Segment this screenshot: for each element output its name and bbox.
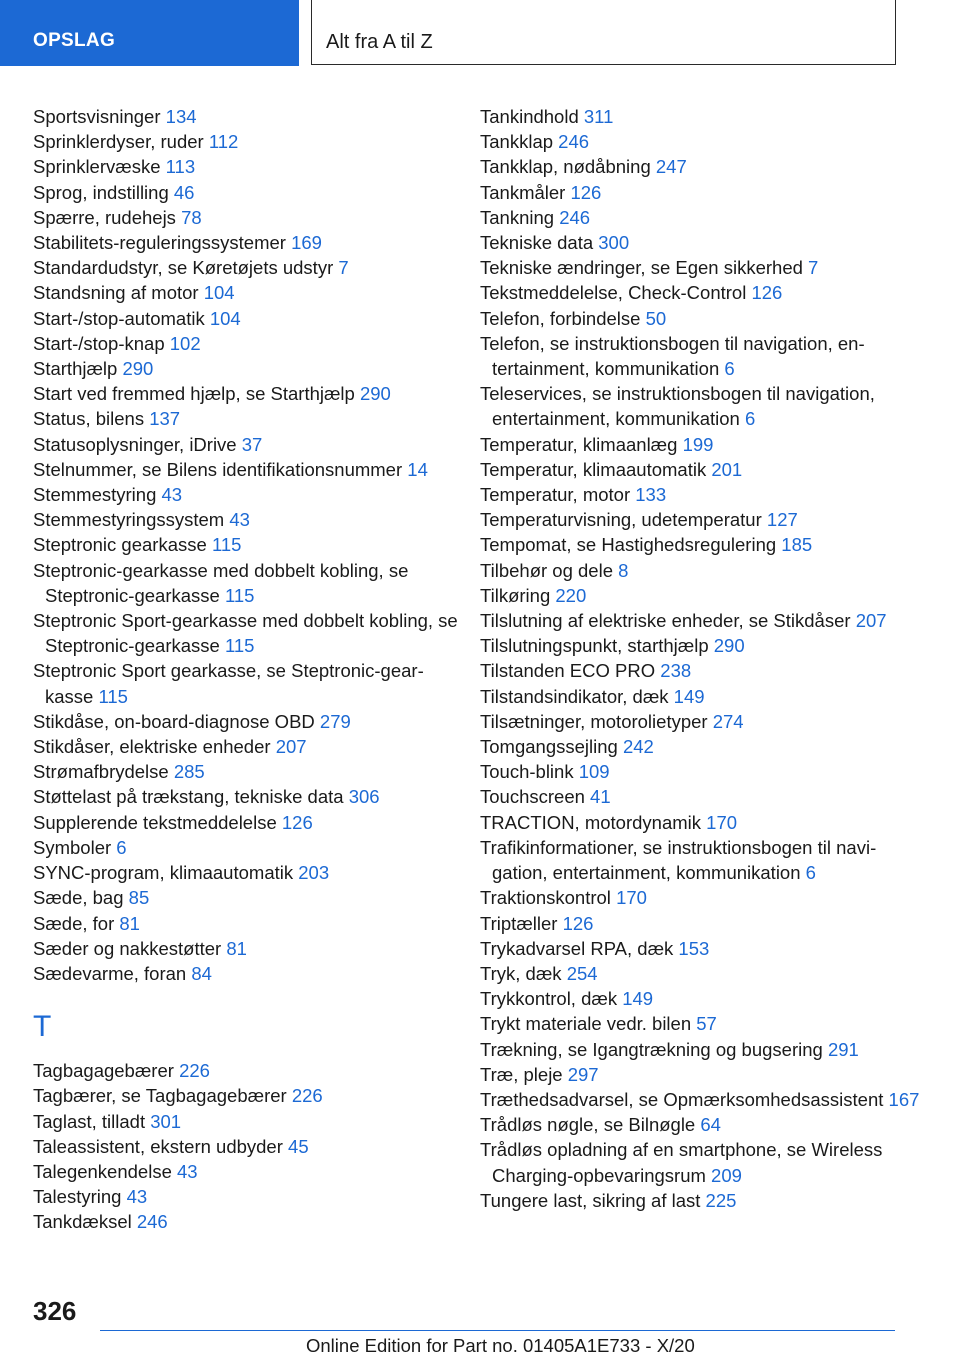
index-entry bbox=[33, 331, 463, 356]
index-entry-term: Tankklap, nødåbning bbox=[480, 156, 656, 178]
index-entry bbox=[480, 255, 920, 280]
page-link[interactable]: 37 bbox=[241, 433, 263, 455]
page-link[interactable]: 290 bbox=[713, 635, 745, 657]
index-entry bbox=[480, 1011, 920, 1036]
index-entry bbox=[33, 356, 463, 381]
index-entry-term: Stelnummer, se Bilens identifikationsnummer bbox=[33, 458, 408, 480]
index-entry bbox=[480, 558, 920, 583]
section-tab: OPSLAG bbox=[0, 0, 299, 66]
index-entry-term: Temperatur, klimaautomatik bbox=[480, 458, 712, 480]
index-entry bbox=[480, 306, 920, 331]
page-link[interactable]: 290 bbox=[359, 383, 391, 405]
index-entry-term: Stikdåser, elektriske enheder bbox=[33, 736, 276, 758]
index-entry bbox=[480, 608, 920, 633]
index-entry bbox=[480, 961, 920, 986]
page-link[interactable]: 8 bbox=[618, 559, 629, 581]
page-link[interactable]: 43 bbox=[161, 484, 183, 506]
page-link[interactable]: 290 bbox=[122, 358, 154, 380]
page-link[interactable]: 7 bbox=[338, 257, 349, 279]
index-entry-term: Strømafbrydelse bbox=[33, 761, 174, 783]
page-link[interactable]: 274 bbox=[712, 710, 744, 732]
index-entry-term: Trykadvarsel RPA, dæk bbox=[480, 937, 679, 959]
page-link[interactable]: 300 bbox=[598, 232, 630, 254]
index-entry-term: Støttelast på trækstang, tekniske data bbox=[33, 786, 349, 808]
page-link[interactable]: 126 bbox=[562, 912, 594, 934]
index-entry bbox=[480, 205, 920, 230]
page-link[interactable]: 57 bbox=[696, 1013, 717, 1035]
page-link[interactable]: 199 bbox=[682, 433, 714, 455]
index-entry-term: Spærre, rudehejs bbox=[33, 206, 182, 228]
index-entry bbox=[33, 608, 463, 658]
page-link[interactable]: 81 bbox=[226, 937, 247, 959]
index-entry-term: Tagbærer, se Tagbagagebærer bbox=[33, 1085, 292, 1107]
index-entry-term: Tagbagagebærer bbox=[33, 1060, 180, 1082]
index-entry bbox=[33, 255, 463, 280]
page-link[interactable]: 185 bbox=[781, 534, 813, 556]
index-entry bbox=[480, 381, 920, 431]
index-entry bbox=[33, 129, 463, 154]
index-entry bbox=[480, 658, 920, 683]
index-entry bbox=[33, 482, 463, 507]
index-entry-term: Tankklap bbox=[480, 131, 559, 153]
index-entry-term: Start-/stop-knap bbox=[33, 332, 170, 354]
index-entry-term: Tungere last, sikring af last bbox=[480, 1189, 706, 1211]
index-entry-term: Temperatur, motor bbox=[480, 484, 636, 506]
index-entry bbox=[480, 684, 920, 709]
page-link[interactable]: 246 bbox=[136, 1211, 168, 1233]
page-link[interactable]: 203 bbox=[298, 862, 330, 884]
index-entry bbox=[33, 205, 463, 230]
index-entry bbox=[480, 532, 920, 557]
page-link[interactable]: 279 bbox=[319, 710, 351, 732]
page-link[interactable]: 301 bbox=[150, 1110, 182, 1132]
page-link[interactable]: 238 bbox=[660, 660, 692, 682]
index-entry bbox=[33, 860, 463, 885]
page-link[interactable]: 6 bbox=[116, 836, 127, 858]
header-title: Alt fra A til Z bbox=[311, 0, 896, 65]
index-entry bbox=[480, 734, 920, 759]
index-entry bbox=[480, 1188, 920, 1213]
page-link[interactable]: 291 bbox=[827, 1038, 859, 1060]
index-entry-term: Tomgangssejling bbox=[480, 736, 623, 758]
page-link[interactable]: 126 bbox=[751, 282, 783, 304]
index-entry-term: Traktionskontrol bbox=[480, 887, 617, 909]
page-number: 326 bbox=[33, 1296, 77, 1326]
footer-edition: Online Edition for Part no. 01405A1E733 - X/20 bbox=[306, 1335, 695, 1356]
index-entry bbox=[480, 583, 920, 608]
index-entry bbox=[33, 1134, 463, 1159]
index-entry bbox=[33, 1083, 463, 1108]
page-link[interactable]: 149 bbox=[622, 988, 654, 1010]
index-entry bbox=[33, 381, 463, 406]
page-link[interactable]: 207 bbox=[275, 736, 307, 758]
index-entry bbox=[480, 835, 920, 885]
page-link[interactable]: 115 bbox=[98, 685, 128, 707]
index-entry bbox=[33, 306, 463, 331]
page-link[interactable]: 220 bbox=[555, 584, 587, 606]
index-entry-term: Touchscreen bbox=[480, 786, 591, 808]
index-entry bbox=[480, 709, 920, 734]
index-entry-term: Tilslutningspunkt, starthjælp bbox=[480, 635, 714, 657]
index-entry bbox=[33, 709, 463, 734]
index-entry bbox=[33, 734, 463, 759]
index-entry-term: Tilkøring bbox=[480, 584, 556, 606]
index-entry-term: Tankning bbox=[480, 206, 560, 228]
index-entry bbox=[33, 432, 463, 457]
index-entry-term: Trådløs opladning af en smartphone, se Wireless Charging-opbevaringsrum bbox=[480, 1139, 883, 1186]
index-entry-term: Tekstmeddelelse, Check-Control bbox=[480, 282, 752, 304]
index-entry bbox=[33, 180, 463, 205]
page-link[interactable]: 109 bbox=[578, 761, 610, 783]
page-link[interactable]: 6 bbox=[744, 408, 756, 430]
index-entry-term: Tryk, dæk bbox=[480, 962, 567, 984]
index-entry bbox=[33, 507, 463, 532]
index-entry bbox=[480, 129, 920, 154]
index-entry bbox=[480, 1137, 920, 1187]
index-entry-term: Stikdåse, on-board-diagnose OBD bbox=[33, 710, 320, 732]
page-link[interactable]: 115 bbox=[211, 534, 242, 556]
index-entry-term: Steptronic Sport gearkasse, se Steptronic-gearkasse bbox=[33, 660, 424, 707]
index-entry-term: Stemmestyringssystem bbox=[33, 509, 230, 531]
page-link[interactable]: 247 bbox=[655, 156, 687, 178]
index-entry bbox=[480, 1062, 920, 1087]
index-entry bbox=[480, 154, 920, 179]
index-entry bbox=[480, 759, 920, 784]
page-link[interactable]: 126 bbox=[281, 811, 313, 833]
index-entry-term: Steptronic gearkasse bbox=[33, 534, 212, 556]
page-link[interactable]: 102 bbox=[169, 332, 201, 354]
index-entry bbox=[480, 810, 920, 835]
page-link[interactable]: 113 bbox=[165, 156, 196, 178]
index-entry-term: Steptronic-gearkasse med dobbelt kobling, se Steptronic-gearkasse bbox=[33, 559, 409, 606]
index-column-left bbox=[33, 104, 463, 1235]
index-entry bbox=[33, 532, 463, 557]
index-entry-term: Steptronic Sport-gearkasse med dobbelt kobling, se Steptronic-gearkasse bbox=[33, 610, 458, 657]
page-link[interactable]: 285 bbox=[173, 761, 205, 783]
index-entry bbox=[480, 633, 920, 658]
index-entry bbox=[33, 1209, 463, 1234]
page-link[interactable]: 64 bbox=[700, 1114, 721, 1136]
page-link[interactable]: 46 bbox=[173, 181, 195, 203]
index-entry bbox=[480, 104, 920, 129]
page-link[interactable]: 14 bbox=[407, 458, 428, 480]
index-entry-term: Tankmåler bbox=[480, 181, 571, 203]
index-entry-term: Taglast, tilladt bbox=[33, 1110, 151, 1132]
index-entry bbox=[480, 784, 920, 809]
index-entry bbox=[33, 936, 463, 961]
page-link[interactable]: 78 bbox=[181, 206, 202, 228]
index-entry bbox=[33, 1058, 463, 1083]
index-entry-term: Trafikinformationer, se instruktionsbogen til navigation, entertainment, kommunikation bbox=[480, 836, 877, 884]
index-entry bbox=[480, 482, 920, 507]
page-link[interactable]: 45 bbox=[288, 1135, 309, 1157]
page-link[interactable]: 246 bbox=[558, 131, 590, 153]
index-list-right bbox=[480, 104, 920, 1213]
index-entry-term: Sprinklerdyser, ruder bbox=[33, 131, 209, 153]
index-entry bbox=[480, 911, 920, 936]
index-entry-term: Træthedsadvarsel, se Opmærksomhedsassistent bbox=[480, 1088, 889, 1110]
index-entry-term: SYNC-program, klimaautomatik bbox=[33, 862, 299, 884]
page-link[interactable]: 254 bbox=[566, 962, 598, 984]
page-link[interactable]: 43 bbox=[229, 509, 250, 531]
page-link[interactable]: 246 bbox=[559, 206, 591, 228]
page-link[interactable]: 81 bbox=[119, 912, 140, 934]
page-link[interactable]: 127 bbox=[766, 509, 798, 531]
page-link[interactable]: 134 bbox=[165, 106, 197, 127]
index-entry bbox=[33, 406, 463, 431]
page-link[interactable]: 43 bbox=[126, 1186, 148, 1208]
index-entry bbox=[480, 507, 920, 532]
index-entry-term: Talestyring bbox=[33, 1186, 127, 1208]
index-entry-term: Trådløs nøgle, se Bilnøgle bbox=[480, 1114, 701, 1136]
index-entry-term: Standardudstyr, se Køretøjets udstyr bbox=[33, 257, 339, 279]
index-entry bbox=[33, 885, 463, 910]
index-entry-term: Tilstanden ECO PRO bbox=[480, 660, 661, 682]
section-letter: T bbox=[33, 1010, 52, 1044]
footer-divider bbox=[100, 1330, 895, 1331]
page-link[interactable]: 6 bbox=[724, 358, 735, 380]
index-entry bbox=[33, 230, 463, 255]
index-entry bbox=[33, 154, 463, 179]
index-entry bbox=[480, 936, 920, 961]
index-entry-term: Sportsvisninger bbox=[33, 106, 166, 127]
index-entry-term: Trækning, se Igangtrækning og bugsering bbox=[480, 1038, 828, 1060]
index-entry-term: Sæder og nakkestøtter bbox=[33, 937, 227, 959]
page-link[interactable]: 226 bbox=[291, 1085, 323, 1107]
index-entry-term: Talegenkendelse bbox=[33, 1160, 177, 1182]
page-link[interactable]: 104 bbox=[209, 307, 241, 329]
index-list-t bbox=[33, 1058, 463, 1234]
page-link[interactable]: 207 bbox=[855, 610, 887, 632]
page-link[interactable]: 306 bbox=[348, 786, 380, 808]
page-link[interactable]: 43 bbox=[177, 1160, 198, 1182]
index-entry-term: Tekniske ændringer, se Egen sikkerhed bbox=[480, 257, 809, 279]
page-link[interactable]: 41 bbox=[590, 786, 611, 808]
index-entry bbox=[33, 961, 463, 986]
page-link[interactable]: 84 bbox=[191, 962, 212, 984]
index-entry-term: Temperatur, klimaanlæg bbox=[480, 433, 683, 455]
index-entry-term: Sæde, bag bbox=[33, 887, 129, 909]
page-link[interactable]: 50 bbox=[645, 307, 667, 329]
index-entry bbox=[33, 835, 463, 860]
index-entry-term: Sprinklervæske bbox=[33, 156, 166, 178]
index-entry-term: Tilslutning af elektriske enheder, se Stikdåser bbox=[480, 610, 856, 632]
page-link[interactable]: 242 bbox=[622, 736, 654, 758]
page-link[interactable]: 167 bbox=[888, 1088, 920, 1110]
index-entry bbox=[33, 911, 463, 936]
index-entry bbox=[480, 432, 920, 457]
index-entry-term: Symboler bbox=[33, 836, 117, 858]
index-entry bbox=[480, 885, 920, 910]
index-entry bbox=[480, 1112, 920, 1137]
index-entry-term: Trykt materiale vedr. bilen bbox=[480, 1013, 697, 1035]
index-entry-term: Statusoplysninger, iDrive bbox=[33, 433, 242, 455]
page-link[interactable]: 115 bbox=[224, 584, 255, 606]
page-header bbox=[0, 0, 960, 66]
index-entry bbox=[33, 104, 463, 129]
index-entry bbox=[33, 784, 463, 809]
index-entry bbox=[33, 759, 463, 784]
index-entry-term: Starthjælp bbox=[33, 358, 123, 380]
index-entry-term: Start-/stop-automatik bbox=[33, 307, 210, 329]
page-link[interactable]: 149 bbox=[673, 685, 705, 707]
page-link[interactable]: 297 bbox=[567, 1063, 599, 1085]
index-entry-term: Tankdæksel bbox=[33, 1211, 137, 1233]
index-entry bbox=[33, 658, 463, 708]
index-entry-term: Tilsætninger, motorolietyper bbox=[480, 710, 713, 732]
index-entry-term: Triptæller bbox=[480, 912, 563, 934]
index-entry-term: Træ, pleje bbox=[480, 1063, 568, 1085]
page-link[interactable]: 6 bbox=[805, 862, 816, 884]
page-link[interactable]: 169 bbox=[291, 232, 322, 254]
index-entry bbox=[480, 1087, 920, 1112]
page-link[interactable]: 85 bbox=[128, 887, 150, 909]
index-entry bbox=[33, 457, 463, 482]
index-entry-term: Status, bilens bbox=[33, 408, 150, 430]
index-entry-term: Tankindhold bbox=[480, 106, 584, 127]
index-entry bbox=[480, 1037, 920, 1062]
index-entry bbox=[33, 1109, 463, 1134]
page-link[interactable]: 226 bbox=[179, 1060, 210, 1082]
index-entry-term: Sprog, indstilling bbox=[33, 181, 174, 203]
page-link[interactable]: 225 bbox=[705, 1189, 737, 1211]
index-entry-term: Stemmestyring bbox=[33, 484, 162, 506]
index-entry bbox=[480, 180, 920, 205]
page-link[interactable]: 115 bbox=[224, 635, 255, 657]
page-link[interactable]: 112 bbox=[208, 131, 239, 153]
index-entry bbox=[480, 331, 920, 381]
page-link[interactable]: 133 bbox=[635, 484, 667, 506]
index-entry-term: Supplerende tekstmeddelelse bbox=[33, 811, 282, 833]
index-entry-term: Teleservices, se instruktionsbogen til navigation, entertainment, kommunikation bbox=[480, 383, 875, 430]
page-link[interactable]: 7 bbox=[808, 257, 819, 279]
index-entry bbox=[480, 986, 920, 1011]
page-link[interactable]: 170 bbox=[616, 887, 647, 909]
index-entry-term: Tempomat, se Hastighedsregulering bbox=[480, 534, 782, 556]
page-link[interactable]: 209 bbox=[711, 1164, 742, 1186]
index-entry-term: Standsning af motor bbox=[33, 282, 204, 304]
page-link[interactable]: 153 bbox=[678, 937, 710, 959]
index-entry-term: Tekniske data bbox=[480, 232, 599, 254]
index-entry-term: Stabilitets-reguleringssystemer bbox=[33, 232, 292, 254]
index-entry bbox=[480, 457, 920, 482]
index-entry bbox=[33, 1159, 463, 1184]
index-entry bbox=[33, 810, 463, 835]
index-entry bbox=[33, 1184, 463, 1209]
index-entry bbox=[33, 558, 463, 608]
index-entry bbox=[480, 280, 920, 305]
index-entry-term: Start ved fremmed hjælp, se Starthjælp bbox=[33, 383, 360, 405]
index-entry-term: Telefon, forbindelse bbox=[480, 307, 646, 329]
index-entry bbox=[33, 280, 463, 305]
page-link[interactable]: 137 bbox=[149, 408, 181, 430]
index-entry-term: Tilbehør og dele bbox=[480, 559, 619, 581]
index-entry-term: TRACTION, motordynamik bbox=[480, 811, 707, 833]
page-link[interactable]: 126 bbox=[570, 181, 602, 203]
page-link[interactable]: 311 bbox=[583, 106, 614, 127]
index-list-s bbox=[33, 104, 463, 986]
index-column-right bbox=[480, 104, 920, 1213]
page-link[interactable]: 104 bbox=[203, 282, 235, 304]
index-entry-term: Sæde, for bbox=[33, 912, 120, 934]
index-entry-term: Tilstandsindikator, dæk bbox=[480, 685, 674, 707]
index-entry bbox=[480, 230, 920, 255]
index-entry-term: Trykkontrol, dæk bbox=[480, 988, 623, 1010]
index-entry-term: Telefon, se instruktionsbogen til navigation, entertainment, kommunikation bbox=[480, 332, 865, 380]
page-link[interactable]: 170 bbox=[706, 811, 738, 833]
page-link[interactable]: 201 bbox=[711, 458, 743, 480]
index-entry-term: Temperaturvisning, udetemperatur bbox=[480, 509, 767, 531]
index-entry-term: Touch-blink bbox=[480, 761, 579, 783]
index-entry-term: Sædevarme, foran bbox=[33, 962, 192, 984]
index-entry-term: Taleassistent, ekstern udbyder bbox=[33, 1135, 289, 1157]
